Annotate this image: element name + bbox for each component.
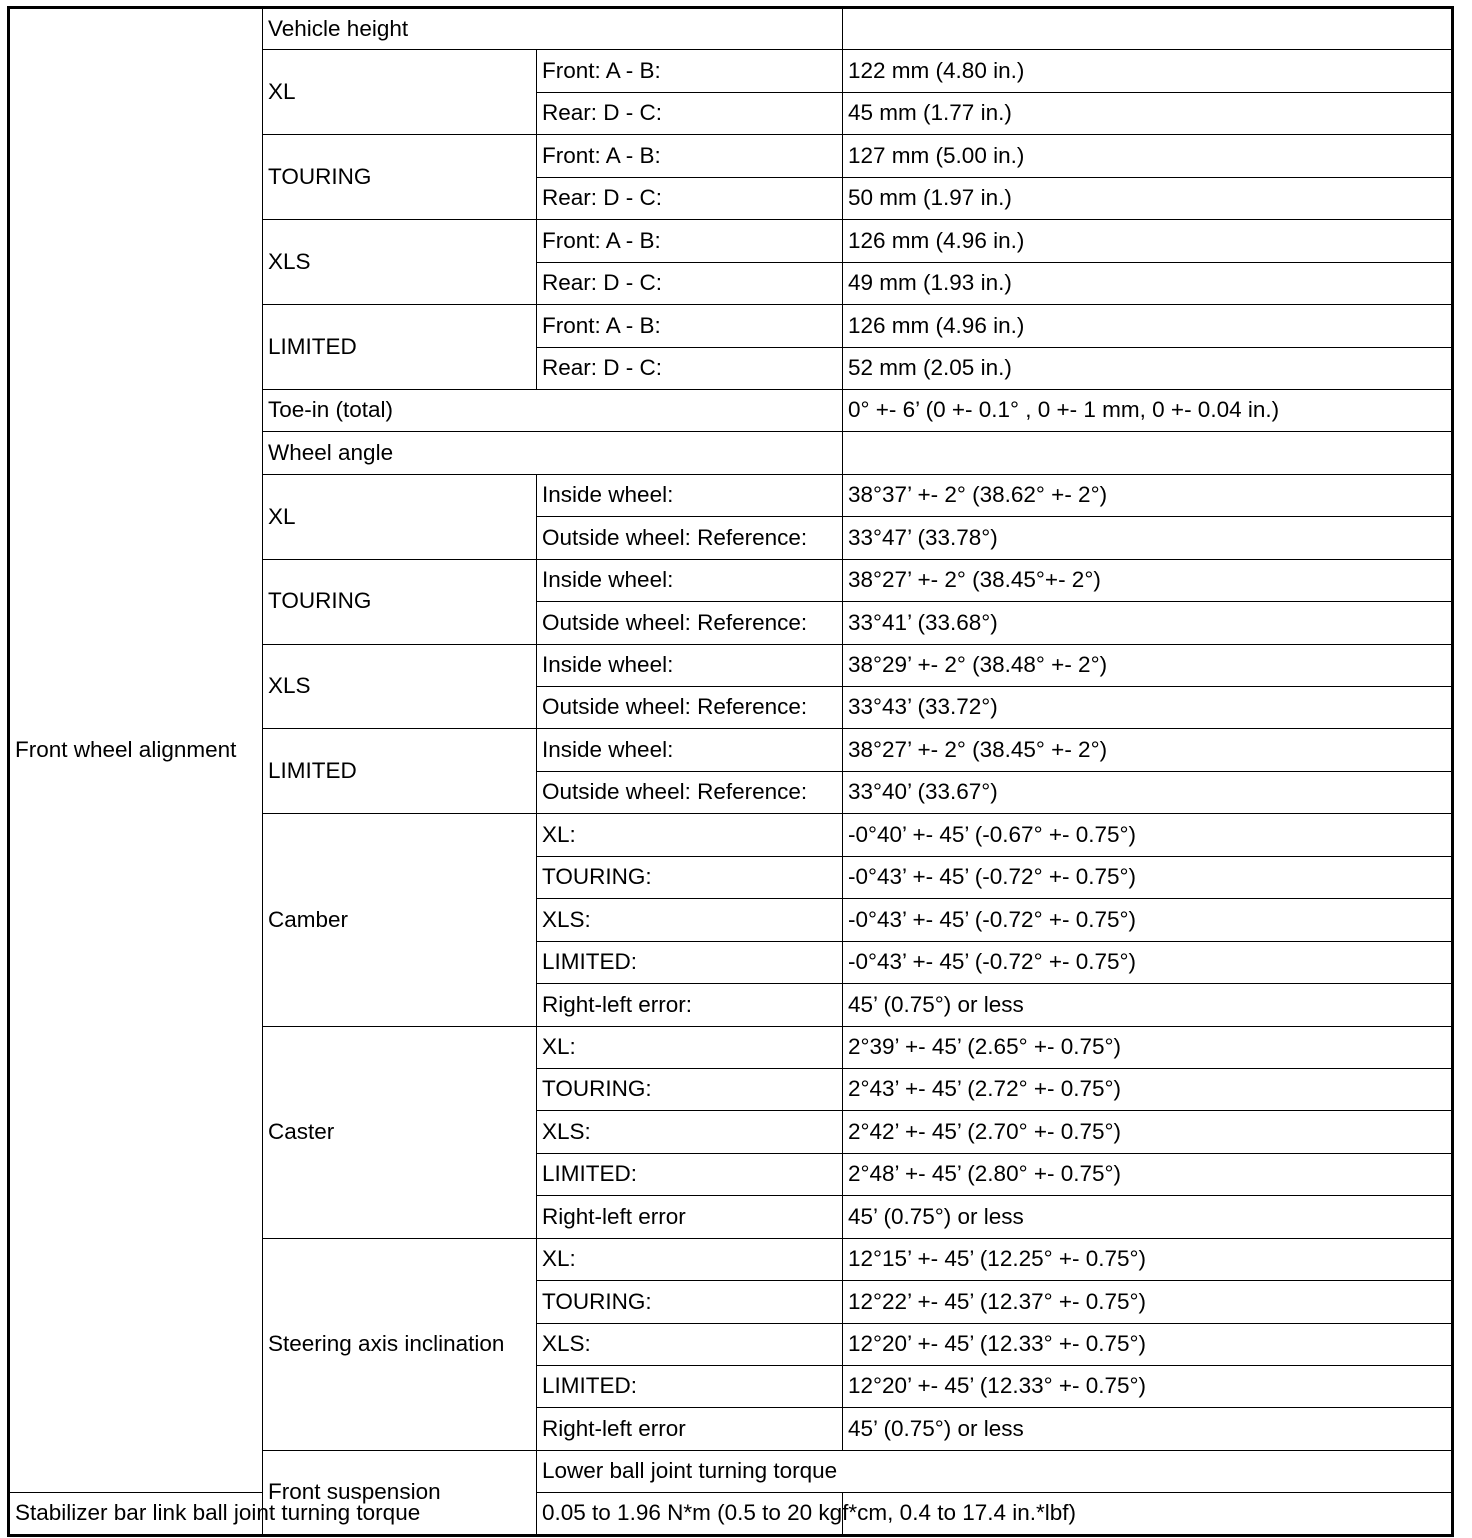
camber-row-value: -0°43’ +- 45’ (-0.72° +- 0.75°) [843,941,1453,983]
camber-label: Camber [263,814,537,1026]
camber-row-value: -0°43’ +- 45’ (-0.72° +- 0.75°) [843,856,1453,898]
vh-xls-front-label: Front: A - B: [537,220,843,262]
vh-xls-rear-label: Rear: D - C: [537,262,843,304]
vh-limited-front-label: Front: A - B: [537,305,843,347]
steering-axis-row-label: LIMITED: [537,1366,843,1408]
stabilizer-link-label: Stabilizer bar link ball joint turning torque [9,1493,537,1535]
camber-row-label: XLS: [537,899,843,941]
wa-xl-outside-label: Outside wheel: Reference: [537,517,843,559]
caster-row-value: 2°48’ +- 45’ (2.80° +- 0.75°) [843,1153,1453,1195]
wa-limited-inside-label: Inside wheel: [537,729,843,771]
camber-row-value: -0°43’ +- 45’ (-0.72° +- 0.75°) [843,899,1453,941]
wa-touring-inside-value: 38°27’ +- 2° (38.45°+- 2°) [843,559,1453,601]
wa-xl-outside-value: 33°47’ (33.78°) [843,517,1453,559]
stabilizer-link-value: 0.05 to 1.96 N*m (0.5 to 20 kgf*cm, 0.4 to 17.4 in.*lbf) [537,1493,843,1535]
caster-row-value: 2°39’ +- 45’ (2.65° +- 0.75°) [843,1026,1453,1068]
steering-axis-row-value: 12°20’ +- 45’ (12.33° +- 0.75°) [843,1366,1453,1408]
vh-limited-front-value: 126 mm (4.96 in.) [843,305,1453,347]
vh-touring-rear-value: 50 mm (1.97 in.) [843,177,1453,219]
vh-xl-rear-value: 45 mm (1.77 in.) [843,92,1453,134]
vh-limited-rear-value: 52 mm (2.05 in.) [843,347,1453,389]
wheel-angle-heading: Wheel angle [263,432,843,474]
caster-row-label: LIMITED: [537,1153,843,1195]
caster-row-label: TOURING: [537,1068,843,1110]
steering-axis-row-label: TOURING: [537,1281,843,1323]
wa-xls-label: XLS [263,644,537,729]
wa-limited-outside-value: 33°40’ (33.67°) [843,771,1453,813]
steering-axis-row-value: 12°15’ +- 45’ (12.25° +- 0.75°) [843,1238,1453,1280]
vh-touring-rear-label: Rear: D - C: [537,177,843,219]
vh-xl-front-value: 122 mm (4.80 in.) [843,50,1453,92]
vh-touring-front-label: Front: A - B: [537,135,843,177]
wa-touring-inside-label: Inside wheel: [537,559,843,601]
empty-cell [843,432,1453,474]
steering-axis-row-value: 12°22’ +- 45’ (12.37° +- 0.75°) [843,1281,1453,1323]
vh-limited-label: LIMITED [263,305,537,390]
vh-limited-rear-label: Rear: D - C: [537,347,843,389]
caster-row-value: 2°43’ +- 45’ (2.72° +- 0.75°) [843,1068,1453,1110]
caster-row-value: 45’ (0.75°) or less [843,1196,1453,1238]
vh-xls-rear-value: 49 mm (1.93 in.) [843,262,1453,304]
wa-xls-inside-value: 38°29’ +- 2° (38.48° +- 2°) [843,644,1453,686]
vh-touring-label: TOURING [263,135,537,220]
wa-touring-outside-label: Outside wheel: Reference: [537,602,843,644]
empty-cell [843,8,1453,50]
wa-limited-outside-label: Outside wheel: Reference: [537,771,843,813]
camber-row-value: 45’ (0.75°) or less [843,984,1453,1026]
lower-ball-joint-label: Lower ball joint turning torque [537,1450,1453,1492]
caster-label: Caster [263,1026,537,1238]
toe-in-label: Toe-in (total) [263,389,843,431]
spec-table [7,6,1454,1537]
section-front-suspension: Front suspension [263,1450,537,1535]
camber-row-label: TOURING: [537,856,843,898]
wa-xls-outside-value: 33°43’ (33.72°) [843,687,1453,729]
steering-axis-row-label: XL: [537,1238,843,1280]
vh-xl-front-label: Front: A - B: [537,50,843,92]
camber-row-label: Right-left error: [537,984,843,1026]
vehicle-height-heading: Vehicle height [263,8,843,50]
wa-limited-label: LIMITED [263,729,537,814]
steering-axis-row-label: XLS: [537,1323,843,1365]
wa-touring-label: TOURING [263,559,537,644]
wa-xls-inside-label: Inside wheel: [537,644,843,686]
wa-limited-inside-value: 38°27’ +- 2° (38.45° +- 2°) [843,729,1453,771]
steering-axis-row-label: Right-left error [537,1408,843,1450]
wa-touring-outside-value: 33°41’ (33.68°) [843,602,1453,644]
table-row [9,8,1453,50]
caster-row-label: XLS: [537,1111,843,1153]
steering-axis-label: Steering axis inclination [263,1238,537,1450]
steering-axis-row-value: 45’ (0.75°) or less [843,1408,1453,1450]
caster-row-label: XL: [537,1026,843,1068]
caster-row-value: 2°42’ +- 45’ (2.70° +- 0.75°) [843,1111,1453,1153]
camber-row-value: -0°40’ +- 45’ (-0.67° +- 0.75°) [843,814,1453,856]
toe-in-value: 0° +- 6’ (0 +- 0.1° , 0 +- 1 mm, 0 +- 0.04 in.) [843,389,1453,431]
wa-xls-outside-label: Outside wheel: Reference: [537,687,843,729]
steering-axis-row-value: 12°20’ +- 45’ (12.33° +- 0.75°) [843,1323,1453,1365]
wa-xl-label: XL [263,474,537,559]
caster-row-label: Right-left error [537,1196,843,1238]
vh-xl-rear-label: Rear: D - C: [537,92,843,134]
vh-touring-front-value: 127 mm (5.00 in.) [843,135,1453,177]
table-row [9,1493,1453,1535]
vh-xls-label: XLS [263,220,537,305]
vh-xl-label: XL [263,50,537,135]
section-front-wheel-alignment: Front wheel alignment [9,8,263,1493]
camber-row-label: LIMITED: [537,941,843,983]
wa-xl-inside-label: Inside wheel: [537,474,843,516]
camber-row-label: XL: [537,814,843,856]
vh-xls-front-value: 126 mm (4.96 in.) [843,220,1453,262]
wa-xl-inside-value: 38°37’ +- 2° (38.62° +- 2°) [843,474,1453,516]
